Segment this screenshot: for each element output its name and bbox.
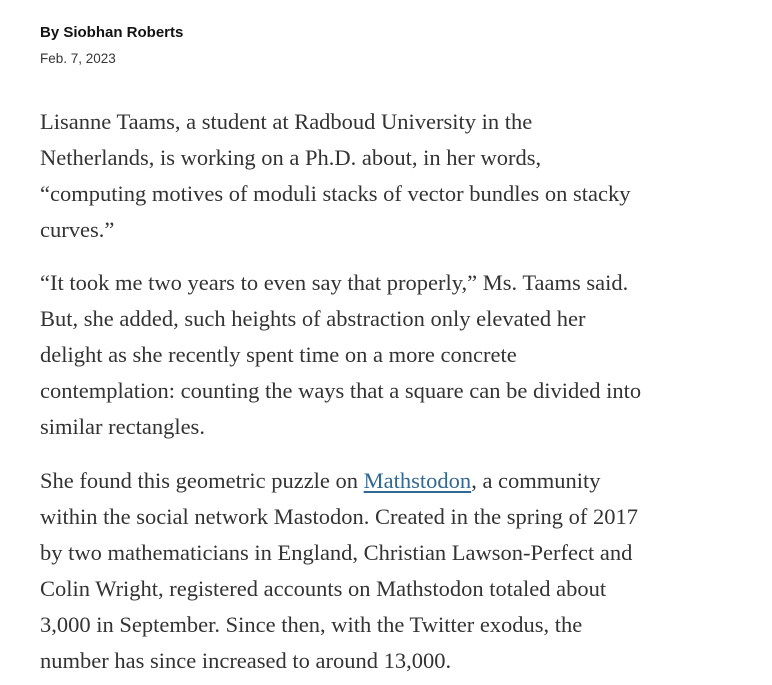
paragraph-line: similar rectangles.	[40, 414, 205, 439]
paragraph-line: by two mathematicians in England, Christian Lawson-Perfect and	[40, 540, 633, 565]
paragraph-line: “computing motives of moduli stacks of vector bundles on stacky	[40, 181, 631, 206]
paragraph-2	[40, 265, 772, 445]
mathstodon-link[interactable]: Mathstodon	[363, 468, 472, 493]
byline	[40, 24, 183, 41]
paragraph-line: within the social network Mastodon. Created in the spring of 2017	[40, 504, 639, 529]
paragraph-line: 3,000 in September. Since then, with the Twitter exodus, the	[40, 612, 583, 637]
paragraph-line: Lisanne Taams, a student at Radboud University in the	[40, 109, 533, 134]
paragraph-line: delight as she recently spent time on a more concrete	[40, 342, 517, 367]
byline-text: By Siobhan Roberts	[40, 24, 184, 41]
paragraph-line-with-link	[40, 463, 772, 499]
paragraph-line: contemplation: counting the ways that a square can be divided into	[40, 378, 642, 403]
paragraph-line: curves.”	[40, 217, 115, 242]
publish-date	[40, 51, 116, 66]
paragraph-line: But, she added, such heights of abstraction only elevated her	[40, 306, 586, 331]
paragraph-line: Colin Wright, registered accounts on Mathstodon totaled about	[40, 576, 607, 601]
paragraph-line: Netherlands, is working on a Ph.D. about, in her words,	[40, 145, 542, 170]
paragraph-line: “It took me two years to even say that properly,” Ms. Taams said.	[40, 270, 629, 295]
paragraph-1	[40, 104, 772, 248]
paragraph-3	[40, 463, 772, 679]
paragraph-line: number has since increased to around 13,000.	[40, 648, 452, 673]
paragraph-text: She found this geometric puzzle on	[40, 468, 364, 493]
paragraph-text: , a community	[471, 468, 601, 493]
publish-date-text: Feb. 7, 2023	[40, 51, 116, 66]
